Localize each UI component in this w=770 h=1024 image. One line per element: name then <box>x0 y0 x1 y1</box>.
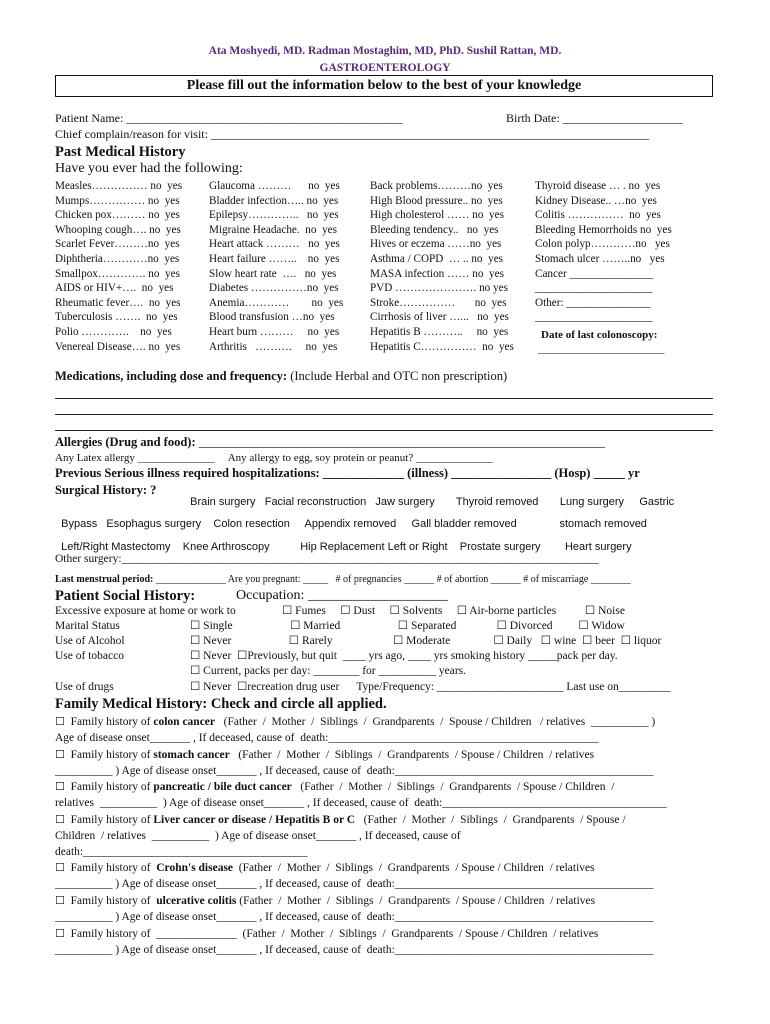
pmh-item[interactable]: Arthritis ………. no yes <box>209 340 338 353</box>
surgery-lung[interactable]: Lung surgery <box>559 496 625 508</box>
stomach-condition: stomach cancer <box>153 749 230 761</box>
surgery-row-1[interactable] <box>184 486 674 508</box>
liver-relatives[interactable]: (Father / Mother / Siblings / Grandparents / Spouse / <box>355 814 626 826</box>
pmh-item[interactable]: AIDS or HIV+…. no yes <box>55 282 174 295</box>
obgyn-fields[interactable]: ______________ Are you pregnant: _____ # of pregnancies ______ # of abortion ______ # of miscarriage ________ <box>155 574 631 585</box>
pmh-item[interactable]: Diabetes ……………no yes <box>209 282 339 295</box>
pmh-item[interactable]: _____________________ <box>535 311 653 324</box>
pmh-column-4[interactable] <box>535 179 672 325</box>
pmh-item[interactable]: Whooping cough…. no yes <box>55 223 181 236</box>
instruction-banner: Please fill out the information below to the best of your knowledge <box>55 75 713 97</box>
uc-condition: ulcerative colitis <box>156 895 237 907</box>
stomach-checkbox-icon[interactable]: ☐ <box>55 748 65 761</box>
marital-label: Marital Status <box>55 620 120 632</box>
surgery-facial[interactable]: Facial reconstruction <box>264 496 367 508</box>
surgery-thyroid[interactable]: Thyroid removed <box>455 496 539 508</box>
pmh-item[interactable]: Blood transfusion …no yes <box>209 311 335 324</box>
surgery-gallbladder[interactable]: Gall bladder removed <box>411 518 517 530</box>
allergies-row[interactable] <box>55 436 605 449</box>
family-crohns-disease[interactable] <box>55 860 717 892</box>
uc-checkbox-icon[interactable]: ☐ <box>55 894 65 907</box>
pmh-item[interactable]: Rheumatic fever…. no yes <box>55 296 181 309</box>
uc-relatives[interactable]: (Father / Mother / Siblings / Grandparents / Spouse / Children / relatives <box>236 895 596 907</box>
stomach-relatives[interactable]: (Father / Mother / Siblings / Grandparents / Spouse / Children / relatives <box>229 749 595 761</box>
pmh-column-2[interactable] <box>209 179 343 354</box>
other-surgery-field[interactable]: Other surgery:___________________________________________________________________________________ <box>55 553 599 565</box>
pmh-column-3[interactable] <box>370 179 514 354</box>
pmh-item[interactable]: Glaucoma ……… no yes <box>209 180 340 192</box>
pmh-item[interactable]: Chicken pox……… no yes <box>55 209 180 222</box>
drugs-label: Use of drugs <box>55 681 114 693</box>
obgyn-row[interactable] <box>55 575 631 585</box>
colon-relatives[interactable]: (Father / Mother / Siblings / Grandparents / Spouse / Children / relatives __________ ) <box>215 716 656 728</box>
pancreatic-condition: pancreatic / bile duct cancer <box>153 781 292 793</box>
pmh-item[interactable]: Scarlet Fever………no yes <box>55 238 180 251</box>
pmh-item[interactable]: Polio …………. no yes <box>55 325 172 338</box>
pancreatic-prefix: Family history of <box>70 781 154 793</box>
family-ulcerative-colitis[interactable] <box>55 893 717 925</box>
family-pancreatic-cancer[interactable] <box>55 779 717 811</box>
pmh-item[interactable]: Venereal Disease…. no yes <box>55 340 181 353</box>
pmh-item[interactable]: Back problems………no yes <box>370 180 503 192</box>
exposure-label: Excessive exposure at home or work to <box>55 605 236 617</box>
pmh-item[interactable]: Cirrhosis of liver …... no yes <box>370 311 509 324</box>
stomach-onset[interactable]: __________ ) Age of disease onset_______ , If deceased, cause of death:_____________________________________________ <box>55 765 654 777</box>
pmh-item[interactable]: Kidney Disease.. …no yes <box>535 194 657 207</box>
exposure-options[interactable]: ☐ Fumes ☐ Dust ☐ Solvents ☐ Air-borne particles ☐ Noise <box>282 605 625 617</box>
social-history-title: Patient Social History: <box>55 588 196 604</box>
medications-label: Medications, including dose and frequency: <box>55 369 288 383</box>
pmh-item[interactable]: Other: _______________ <box>535 296 651 309</box>
surgery-jaw[interactable]: Jaw surgery <box>375 496 435 508</box>
surgery-prostate[interactable]: Prostate surgery <box>459 541 541 553</box>
colon-prefix: Family history of <box>70 716 154 728</box>
surgery-bypass[interactable]: Bypass <box>61 518 98 530</box>
pancreatic-onset[interactable]: relatives __________ ) Age of disease onset_______ , If deceased, cause of death:_______________________________________ <box>55 797 667 809</box>
pmh-item[interactable]: Tuberculosis ……. no yes <box>55 311 178 324</box>
tobacco-options[interactable]: ☐ Never ☐Previously, but quit ____ yrs ago, ____ yrs smoking history _____pack per day. <box>190 650 618 662</box>
occupation-field[interactable]: Occupation: ____________________ <box>236 588 448 603</box>
lmp-label: Last menstrual period: <box>55 574 154 585</box>
pmh-item[interactable]: Cancer _______________ <box>535 267 654 280</box>
pmh-item[interactable]: _____________________ <box>535 282 653 295</box>
colon-onset[interactable]: Age of disease onset_______ , If deceased, cause of death:_______________________________________________ <box>55 732 599 744</box>
allergies-label: Allergies (Drug and food): <box>55 435 196 449</box>
surgery-hip[interactable]: Hip Replacement Left or Right <box>300 541 448 553</box>
surgery-appendix[interactable]: Appendix removed <box>304 518 397 530</box>
pmh-item[interactable]: Bladder infection….. no yes <box>209 194 339 207</box>
crohn-relatives[interactable]: (Father / Mother / Siblings / Grandparents / Spouse / Children / relatives <box>233 862 595 874</box>
chief-complaint-field[interactable]: Chief complain/reason for visit: _________________________________________________________________________ <box>55 127 649 141</box>
other-relatives[interactable]: Family history of ______________ (Father / Mother / Siblings / Grandparents / Spouse / Children / relatives <box>70 928 599 940</box>
pmh-item[interactable]: Epilepsy………….. no yes <box>209 209 339 222</box>
latex-allergy-field[interactable]: Any Latex allergy ______________ Any allergy to egg, soy protein or peanut? ______________ <box>55 452 493 464</box>
family-liver-disease[interactable] <box>55 812 717 860</box>
liver-death-cause[interactable]: death:_______________________________________ <box>55 846 308 858</box>
pmh-item[interactable]: Mumps…………… no yes <box>55 194 180 207</box>
colon-condition: colon cancer <box>153 716 216 728</box>
pmh-item[interactable]: Bleeding tendency.. no yes <box>370 223 499 236</box>
family-history-title: Family Medical History: Check and circle all applied. <box>55 696 387 712</box>
past-medical-history-title: Past Medical History <box>55 144 186 160</box>
uc-onset[interactable]: __________ ) Age of disease onset_______ , If deceased, cause of death:_____________________________________________ <box>55 911 654 923</box>
surgery-stomach[interactable]: stomach removed <box>559 518 647 530</box>
drugs-options[interactable]: ☐ Never ☐recreation drug user Type/Frequency: ______________________ Last use on_________ <box>190 681 671 693</box>
pmh-column-1[interactable] <box>55 179 182 354</box>
marital-options[interactable]: ☐ Single ☐ Married ☐ Separated ☐ Divorced ☐ Widow <box>190 620 625 632</box>
pmh-item[interactable]: Heart failure …….. no yes <box>209 252 340 265</box>
pmh-item[interactable]: Heart attack ……… no yes <box>209 238 340 251</box>
pmh-item[interactable]: PVD …………………. no yes <box>370 282 508 295</box>
surgical-history-label: Surgical History: ? <box>55 483 157 497</box>
crohn-condition: Crohn's disease <box>156 862 234 874</box>
uc-prefix: Family history of <box>70 895 157 907</box>
alcohol-label: Use of Alcohol <box>55 635 125 647</box>
pmh-item[interactable]: Colon polyp…………no yes <box>535 238 670 251</box>
colonoscopy-field[interactable]: _______________________ <box>538 343 665 355</box>
medications-heading <box>55 370 507 383</box>
pmh-item[interactable]: Bleeding Hemorrhoids no yes <box>535 223 672 236</box>
pmh-item[interactable]: Stroke…………… no yes <box>370 296 507 309</box>
colonoscopy-label: Date of last colonoscopy: <box>541 329 658 341</box>
previous-illness-field[interactable]: Previous Serious illness required hospitalizations: _____________ (illness) ________________ (Hosp) _____ yr <box>55 466 640 480</box>
pmh-item[interactable]: Hepatitis C…………… no yes <box>370 340 514 353</box>
pmh-item[interactable]: Heart burn ……… no yes <box>209 325 340 338</box>
allergies-field[interactable]: _________________________________________________________________ <box>198 435 605 449</box>
surgery-mastectomy[interactable]: Left/Right Mastectomy <box>61 541 171 553</box>
pmh-item[interactable]: Colitis …………… no yes <box>535 209 661 222</box>
surgery-gastric[interactable]: Gastric <box>639 496 675 508</box>
pmh-item[interactable]: Hepatitis B ……….. no yes <box>370 325 509 338</box>
pmh-item[interactable]: Measles…………… no yes <box>55 180 183 192</box>
liver-prefix: Family history of <box>70 814 154 826</box>
pmh-item[interactable]: Migraine Headache. no yes <box>209 223 337 236</box>
surgery-knee[interactable]: Knee Arthroscopy <box>182 541 270 553</box>
crohn-prefix: Family history of <box>70 862 157 874</box>
tobacco-label: Use of tobacco <box>55 650 124 662</box>
surgery-heart[interactable]: Heart surgery <box>564 541 632 553</box>
alcohol-options[interactable]: ☐ Never ☐ Rarely ☐ Moderate ☐ Daily ☐ wine ☐ beer ☐ liquor <box>190 635 662 647</box>
pancreatic-relatives[interactable]: (Father / Mother / Siblings / Grandparents / Spouse / Children / <box>291 781 615 793</box>
surgery-esophagus[interactable]: Esophagus surgery <box>106 518 202 530</box>
surgery-row-2[interactable] <box>55 508 647 530</box>
family-colon-cancer[interactable] <box>55 714 717 746</box>
medications-note: (Include Herbal and OTC non prescription) <box>290 369 508 383</box>
department-title: GASTROENTEROLOGY <box>319 62 451 74</box>
patient-name-field[interactable]: Patient Name: ______________________________________________ <box>55 111 403 125</box>
medications-line-3[interactable] <box>55 430 713 431</box>
tobacco-current[interactable]: ☐ Current, packs per day: ________ for __________ years. <box>190 665 467 677</box>
family-other-condition[interactable] <box>55 926 717 958</box>
birth-date-field[interactable]: Birth Date: ____________________ <box>506 111 683 125</box>
pmh-item[interactable]: Stomach ulcer ……..no yes <box>535 252 665 265</box>
surgery-brain[interactable]: Brain surgery <box>190 496 256 508</box>
liver-onset[interactable]: Children / relatives __________ ) Age of disease onset_______ , If deceased, cause of <box>55 830 461 842</box>
pmh-item[interactable]: Asthma / COPD … .. no yes <box>370 252 504 265</box>
pmh-item[interactable]: Anemia………… no yes <box>209 296 344 309</box>
pmh-item[interactable]: Thyroid disease … . no yes <box>535 180 661 192</box>
family-stomach-cancer[interactable] <box>55 747 717 779</box>
pancreatic-checkbox-icon[interactable]: ☐ <box>55 780 65 793</box>
medications-line-2[interactable] <box>55 414 713 415</box>
pmh-subtitle: Have you ever had the following: <box>55 161 243 176</box>
crohn-checkbox-icon[interactable]: ☐ <box>55 861 65 874</box>
other-onset[interactable]: __________ ) Age of disease onset_______ , If deceased, cause of death:_____________________________________________ <box>55 944 654 956</box>
pmh-item[interactable]: High Blood pressure.. no yes <box>370 194 503 207</box>
surgery-colon[interactable]: Colon resection <box>213 518 290 530</box>
medications-line-1[interactable] <box>55 398 713 399</box>
liver-condition: Liver cancer or disease / Hepatitis B or C <box>153 814 356 826</box>
surgery-row-3[interactable] <box>55 531 632 553</box>
liver-checkbox-icon[interactable]: ☐ <box>55 813 65 826</box>
pmh-item[interactable]: Smallpox…………. no yes <box>55 267 180 280</box>
colon-checkbox-icon[interactable]: ☐ <box>55 715 65 728</box>
other-checkbox-icon[interactable]: ☐ <box>55 927 65 940</box>
crohn-onset[interactable]: __________ ) Age of disease onset_______ , If deceased, cause of death:_____________________________________________ <box>55 878 654 890</box>
pmh-item[interactable]: Slow heart rate …. no yes <box>209 267 337 280</box>
stomach-prefix: Family history of <box>70 749 154 761</box>
pmh-item[interactable]: Diphtheria…………no yes <box>55 252 180 265</box>
pmh-item[interactable]: MASA infection …… no yes <box>370 267 504 280</box>
doctors-names: Ata Moshyedi, MD. Radman Mostaghim, MD, PhD. Sushil Rattan, MD. <box>208 45 562 57</box>
pmh-item[interactable]: High cholesterol …… no yes <box>370 209 504 222</box>
pmh-item[interactable]: Hives or eczema ……no yes <box>370 238 502 251</box>
